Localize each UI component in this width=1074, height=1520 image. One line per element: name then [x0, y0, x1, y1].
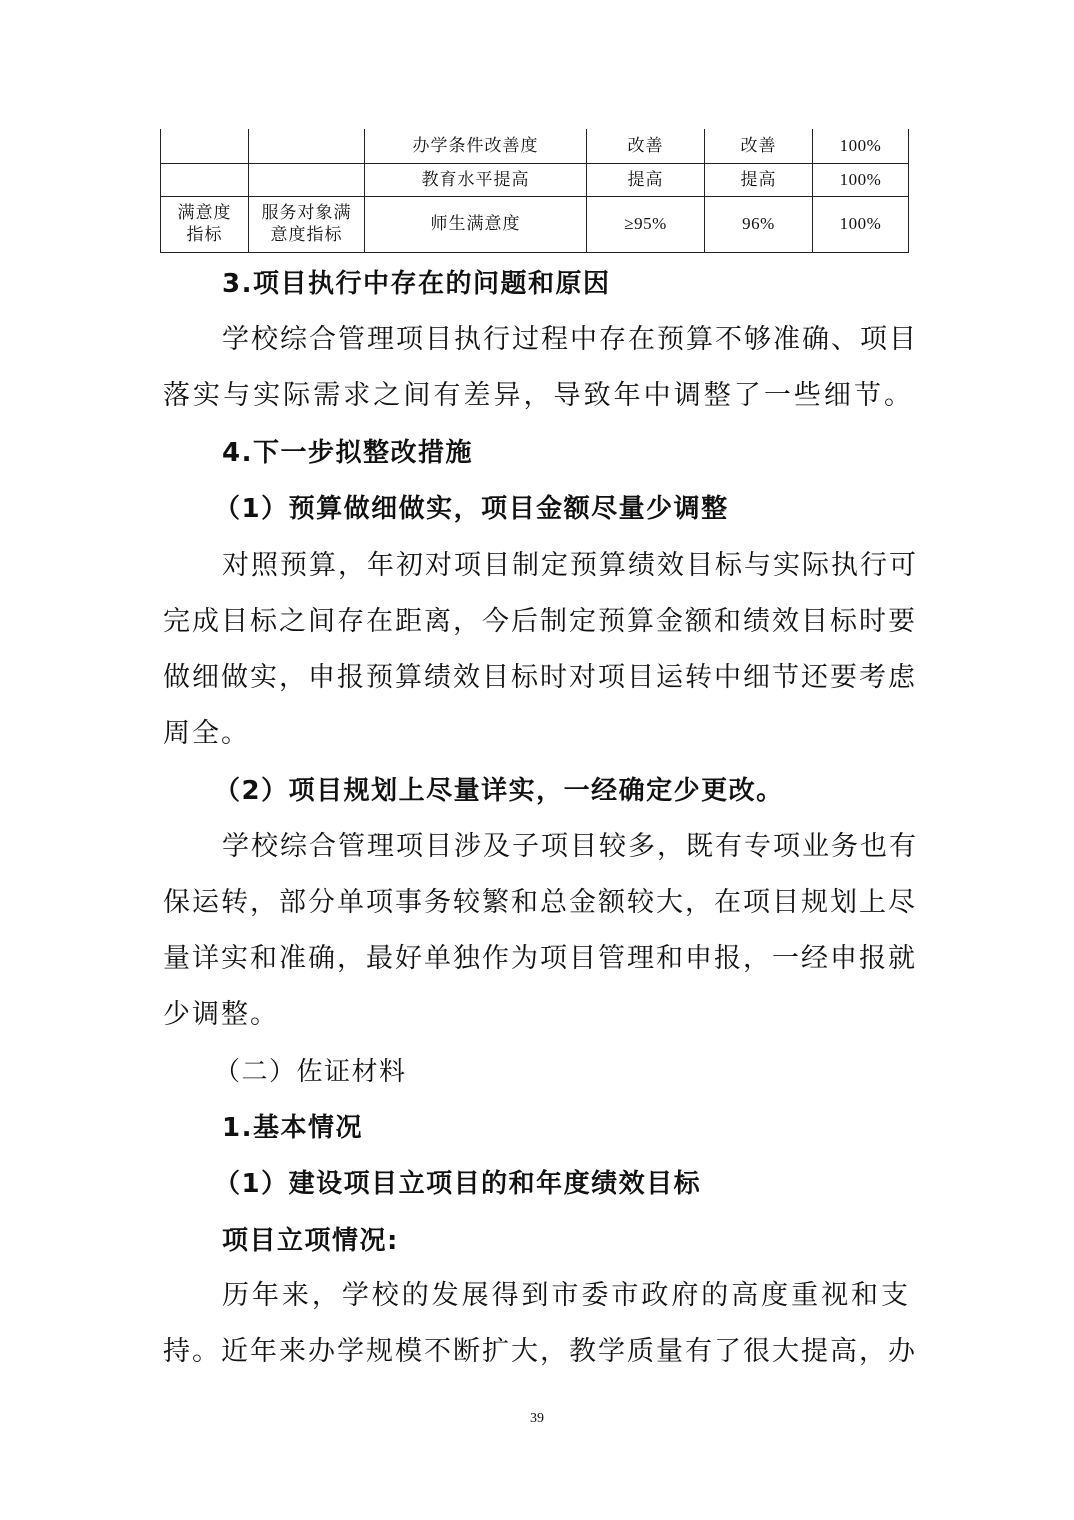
table-cell-indicator: 教育水平提高	[365, 163, 587, 196]
table-cell-target: 提高	[587, 163, 705, 196]
paragraph-line: 学校综合管理项目执行过程中存在预算不够准确、项目	[222, 324, 918, 355]
table-row	[161, 163, 909, 196]
paragraph-line: 少调整。	[163, 999, 279, 1030]
table-row	[161, 196, 909, 252]
table-cell-level1	[161, 163, 249, 196]
table-cell-target: 改善	[587, 129, 705, 163]
paragraph-line: 历年来，学校的发展得到市委市政府的高度重视和支	[222, 1280, 910, 1311]
paragraph-line: 周全。	[163, 718, 250, 749]
subheading-4-2: （2）项目规划上尽量详实，一经确定少更改。	[214, 776, 784, 806]
subheading-4-1: （1）预算做细做实，项目金额尽量少调整	[214, 494, 729, 524]
section-heading-4: 4.下一步拟整改措施	[222, 438, 473, 468]
paragraph-line: 量详实和准确，最好单独作为项目管理和申报，一经申报就	[163, 943, 917, 974]
performance-indicator-table	[160, 129, 909, 253]
paragraph-line: 做细做实，申报预算绩效目标时对项目运转中细节还要考虑	[163, 662, 917, 693]
paragraph-line: 对照预算，年初对项目制定预算绩效目标与实际执行可	[222, 550, 918, 581]
subheading-project-approval: 项目立项情况:	[222, 1226, 399, 1256]
table-cell-actual: 改善	[705, 129, 813, 163]
table-cell-indicator: 师生满意度	[365, 196, 587, 252]
table-row	[161, 129, 909, 163]
table-cell-level2	[249, 163, 365, 196]
table-cell-score: 100%	[813, 163, 909, 196]
paragraph-line: 学校综合管理项目涉及子项目较多，既有专项业务也有	[222, 831, 918, 862]
table-cell-score: 100%	[813, 196, 909, 252]
table-cell-level1	[161, 129, 249, 163]
section-heading-evidence: （二）佐证材料	[214, 1057, 407, 1087]
table-cell-level1: 满意度 指标	[161, 196, 249, 252]
paragraph-line: 保运转，部分单项事务较繁和总金额较大，在项目规划上尽	[163, 887, 917, 918]
table-cell-actual: 提高	[705, 163, 813, 196]
table-cell-level2: 服务对象满 意度指标	[249, 196, 365, 252]
table-cell-actual: 96%	[705, 196, 813, 252]
table-cell-score: 100%	[813, 129, 909, 163]
table-cell-target: ≥95%	[587, 196, 705, 252]
paragraph-line: 完成目标之间存在距离，今后制定预算金额和绩效目标时要	[163, 606, 917, 637]
page-number: 39	[530, 1411, 544, 1426]
section-heading-3: 3.项目执行中存在的问题和原因	[222, 269, 611, 299]
paragraph-line: 落实与实际需求之间有差异，导致年中调整了一些细节。	[163, 380, 913, 411]
subheading-basic-info: 1.基本情况	[222, 1113, 363, 1143]
paragraph-line: 持。近年来办学规模不断扩大，教学质量有了很大提高，办	[163, 1336, 917, 1367]
table-cell-indicator: 办学条件改善度	[365, 129, 587, 163]
subheading-project-goals: （1）建设项目立项目的和年度绩效目标	[214, 1169, 702, 1199]
table-cell-level2	[249, 129, 365, 163]
